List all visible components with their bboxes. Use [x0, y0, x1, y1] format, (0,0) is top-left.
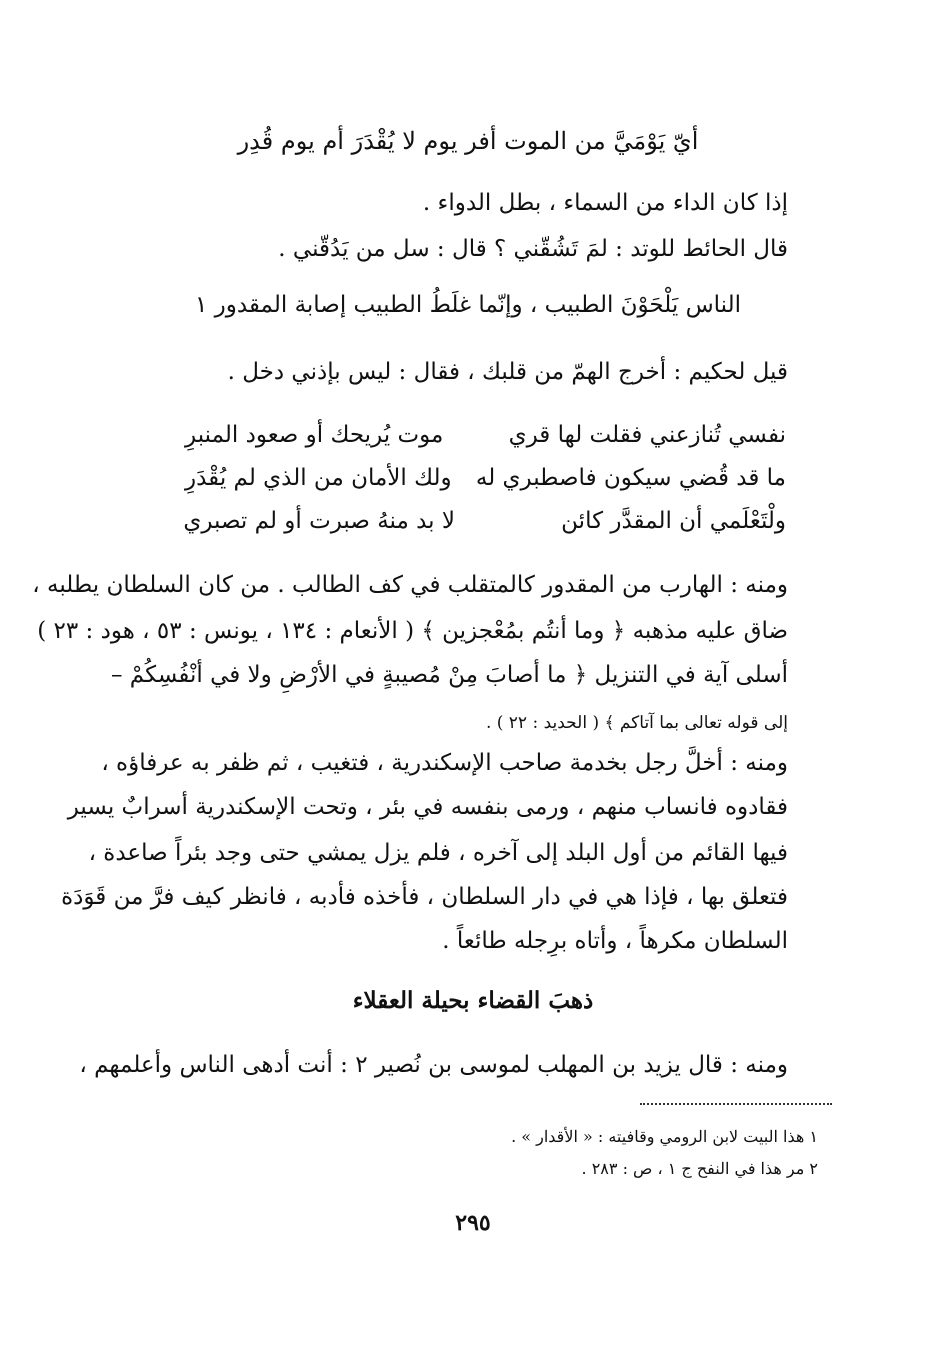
- paragraph-line: أسلى آية في التنزيل ﴿ ما أصابَ مِنْ مُصيبةٍ في الأرْضِ ولا في أنْفُسِكُمْ –: [111, 662, 788, 688]
- paragraph-line: ومنه : قال يزيد بن المهلب لموسى بن نُصير ٢ : أنت أدهى الناس وأعلمهم ،: [79, 1052, 788, 1078]
- verse-hemistich-left: ولك الأمان من الذي لم يُقْدَرِ: [185, 465, 452, 491]
- section-heading: ذهبَ القضاء بحيلة العقلاء: [352, 987, 594, 1014]
- saying-line: إذا كان الداء من السماء ، بطل الدواء .: [422, 190, 788, 216]
- verse-hemistich-left: موت يُريحك أو صعود المنبرِ: [185, 422, 444, 448]
- poem-verse: أيّ يَوْمَيَّ من الموت أفر يوم لا يُقْدَرَ أم يوم قُدِر: [237, 127, 699, 155]
- paragraph-line: فقادوه فانساب منهم ، ورمى بنفسه في بئر ، وتحت الإسكندرية أسرابٌ يسير: [67, 794, 788, 820]
- paragraph-line: فتعلق بها ، فإذا هي في دار السلطان ، فأخذه فأدبه ، فانظر كيف فرَّ من قَوَدَة: [61, 884, 788, 910]
- verse-hemistich-right: نفسي تُنازعني فقلت لها قري: [508, 422, 786, 448]
- paragraph-line: ومنه : أخلَّ رجل بخدمة صاحب الإسكندرية ، فتغيب ، ثم ظفر به عرفاؤه ،: [101, 750, 788, 776]
- verse-hemistich-right: ولْتَعْلَمي أن المقدَّر كائن: [561, 508, 786, 534]
- paragraph-line: إلى قوله تعالى بما آتاكم ﴾ ( الحديد : ٢٢ ) .: [485, 713, 788, 733]
- paragraph-line: ومنه : الهارب من المقدور كالمتقلب في كف الطالب . من كان السلطان يطلبه ،: [32, 572, 788, 598]
- footnote: ١ هذا البيت لابن الرومي وقافيته : « الأقدار » .: [511, 1127, 818, 1146]
- saying-line: قال الحائط للوتد : لمَ تَشُقّني ؟ قال : سل من يَدُقّني .: [278, 236, 788, 262]
- verse-hemistich-right: ما قد قُضي سيكون فاصطبري له: [475, 465, 786, 491]
- footnote: ٢ مر هذا في النفح ج ١ ، ص : ٢٨٣ .: [581, 1159, 818, 1178]
- saying-line: قيل لحكيم : أخرج الهمّ من قلبك ، فقال : ليس بإذني دخل .: [227, 359, 788, 385]
- paragraph-line: فيها القائم من أول البلد إلى آخره ، فلم يزل يمشي حتى وجد بئراً صاعدة ،: [88, 840, 788, 866]
- paragraph-line: السلطان مكرهاً ، وأتاه برِجله طائعاً .: [442, 928, 788, 954]
- footnote-separator: [640, 1103, 832, 1105]
- paragraph-line: ضاق عليه مذهبه ﴿ وما أنتُم بمُعْجزين ﴾ ( الأنعام : ١٣٤ ، يونس : ٥٣ ، هود : ٢٣ ): [37, 618, 788, 644]
- verse-hemistich-left: لا بد منهُ صبرت أو لم تصبري: [183, 508, 455, 534]
- poem-verse: الناس يَلْحَوْنَ الطبيب ، وإنّما غلَطُ الطبيب إصابة المقدور ١: [194, 292, 742, 318]
- page-number: ٢٩٥: [455, 1210, 491, 1236]
